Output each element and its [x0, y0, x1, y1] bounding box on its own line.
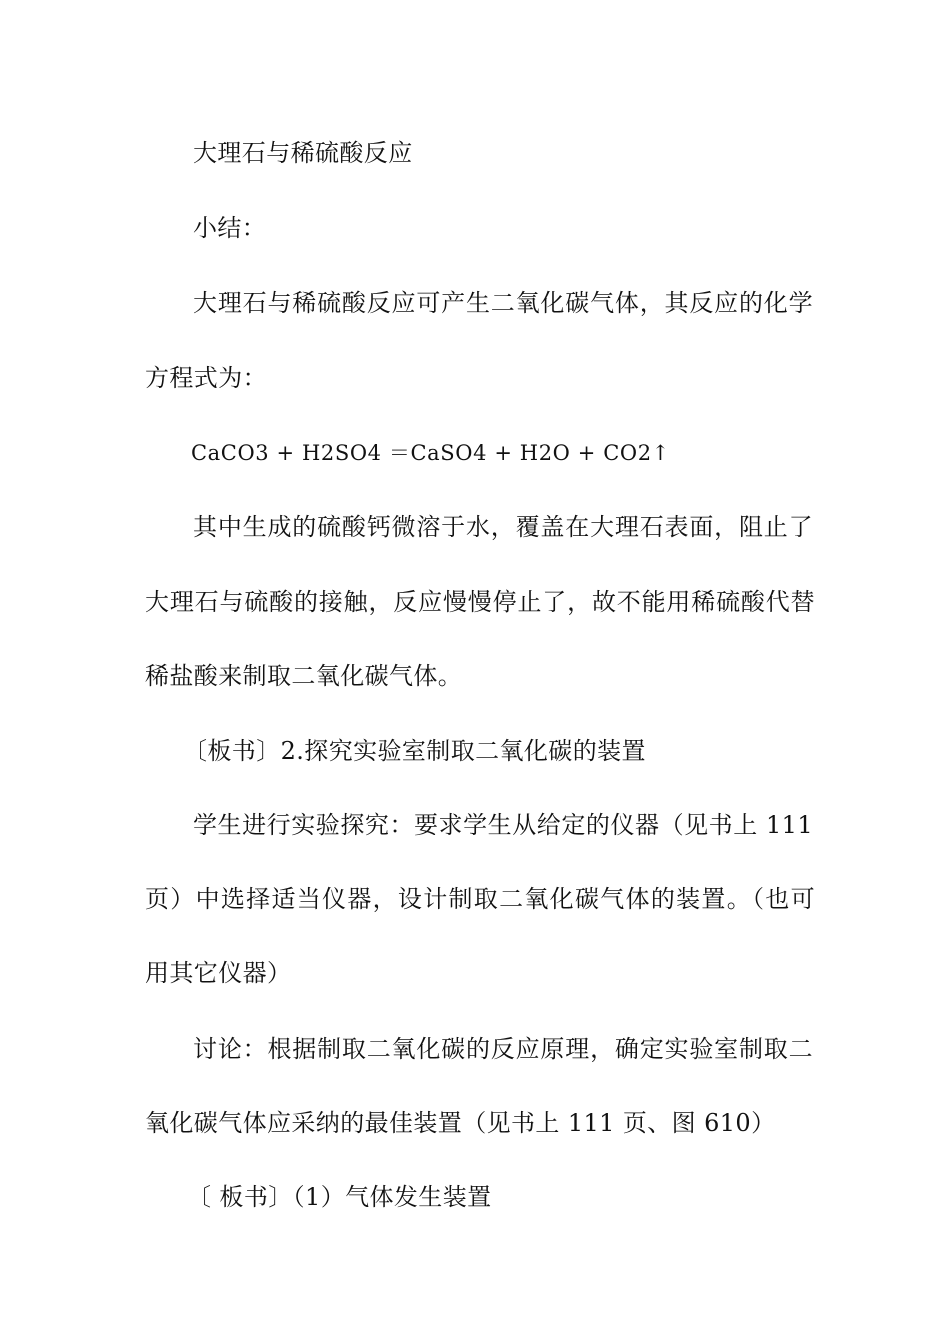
discussion-line-2: 氧化碳气体应采纳的最佳装置（见书上 111 页、图 610）: [145, 1109, 776, 1137]
paragraph-heading-reaction: 大理石与稀硫酸反应: [193, 139, 413, 167]
inquiry-line-1: 学生进行实验探究：要求学生从给定的仪器（见书上 111: [193, 811, 813, 839]
discussion-line-1: 讨论：根据制取二氧化碳的反应原理，确定实验室制取二: [193, 1035, 813, 1063]
board-note-apparatus: 〔板书〕2.探究实验室制取二氧化碳的装置: [183, 737, 646, 765]
board-note-gas-generator: 〔 板书〕（1）气体发生装置: [187, 1183, 492, 1211]
summary-text-line-1: 大理石与稀硫酸反应可产生二氧化碳气体，其反应的化学: [193, 289, 813, 317]
explanation-line-3: 稀盐酸来制取二氧化碳气体。: [145, 662, 463, 690]
summary-label: 小结：: [193, 214, 267, 242]
summary-text-line-2: 方程式为：: [145, 364, 267, 392]
inquiry-line-2: 页）中选择适当仪器，设计制取二氧化碳气体的装置。（也可: [145, 885, 815, 913]
chemical-equation: CaCO3 + H2SO4 ＝CaSO4 + H2O + CO2↑: [191, 441, 670, 465]
explanation-line-1: 其中生成的硫酸钙微溶于水，覆盖在大理石表面，阻止了: [193, 513, 813, 541]
inquiry-line-3: 用其它仪器）: [145, 959, 292, 987]
explanation-line-2: 大理石与硫酸的接触，反应慢慢停止了，故不能用稀硫酸代替: [145, 588, 815, 616]
